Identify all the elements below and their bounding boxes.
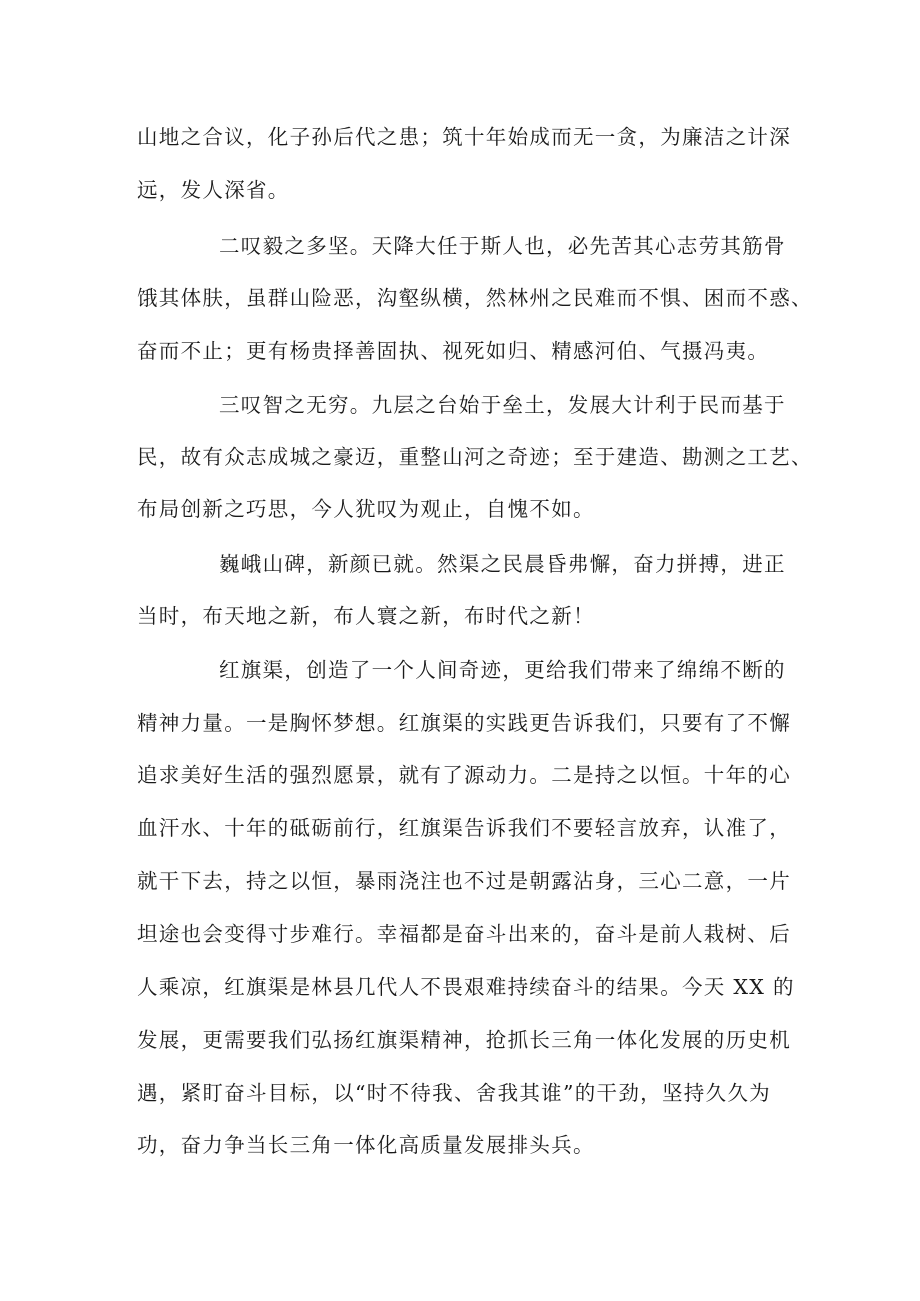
paragraph-5-line-5: 就干下去，持之以恒，暴雨浇注也不过是朝露沾身，三心二意，一片 [137, 869, 791, 893]
paragraph-5-line-7: 人乘凉，红旗渠是林县几代人不畏艰难持续奋斗的结果。今天 XX 的 [137, 975, 795, 999]
paragraph-5-line-1: 红旗渠，创造了一个人间奇迹，更给我们带来了绵绵不断的 [219, 658, 786, 682]
paragraph-1-line-1: 山地之合议，化子孙后代之患；筑十年始成而无一贪，为廉洁之计深 [137, 125, 791, 149]
paragraph-5-line-2: 精神力量。一是胸怀梦想。红旗渠的实践更告诉我们，只要有了不懈 [137, 711, 791, 735]
paragraph-1-line-2: 远，发人深省。 [137, 178, 290, 202]
paragraph-3-line-3: 布局创新之巧思，今人犹叹为观止，自愧不如。 [137, 497, 595, 521]
paragraph-5-line-8: 发展，更需要我们弘扬红旗渠精神，抢抓长三角一体化发展的历史机 [137, 1028, 791, 1052]
paragraph-2-line-3: 奋而不止；更有杨贵择善固执、视死如归、精感河伯、气摄冯夷。 [137, 339, 770, 363]
paragraph-5-line-9: 遇，紧盯奋斗目标，以“时不待我、舍我其谁”的干劲，坚持久久为 [137, 1081, 771, 1105]
paragraph-4-line-1: 巍峨山碑，新颜已就。然渠之民晨昏弗懈，奋力拼搏，进正 [219, 552, 786, 576]
paragraph-2-line-1: 二叹毅之多坚。天降大任于斯人也，必先苦其心志劳其筋骨 [219, 234, 786, 258]
paragraph-5-line-10: 功，奋力争当长三角一体化高质量发展排头兵。 [137, 1133, 595, 1157]
paragraph-3-line-1: 三叹智之无穷。九层之台始于垒土，发展大计利于民而基于 [219, 393, 786, 417]
paragraph-4-line-2: 当时，布天地之新，布人寰之新，布时代之新！ [137, 604, 595, 628]
paragraph-3-line-2: 民，故有众志成城之豪迈，重整山河之奇迹；至于建造、勘测之工艺、 [137, 445, 813, 469]
paragraph-2-line-2: 饿其体肤，虽群山险恶，沟壑纵横，然林州之民难而不惧、困而不惑、 [137, 286, 813, 310]
paragraph-5-line-4: 血汗水、十年的砥砺前行，红旗渠告诉我们不要轻言放弃，认准了， [137, 816, 791, 840]
paragraph-5-line-6: 坦途也会变得寸步难行。幸福都是奋斗出来的，奋斗是前人栽树、后 [137, 922, 791, 946]
paragraph-5-line-3: 追求美好生活的强烈愿景，就有了源动力。二是持之以恒。十年的心 [137, 763, 791, 787]
